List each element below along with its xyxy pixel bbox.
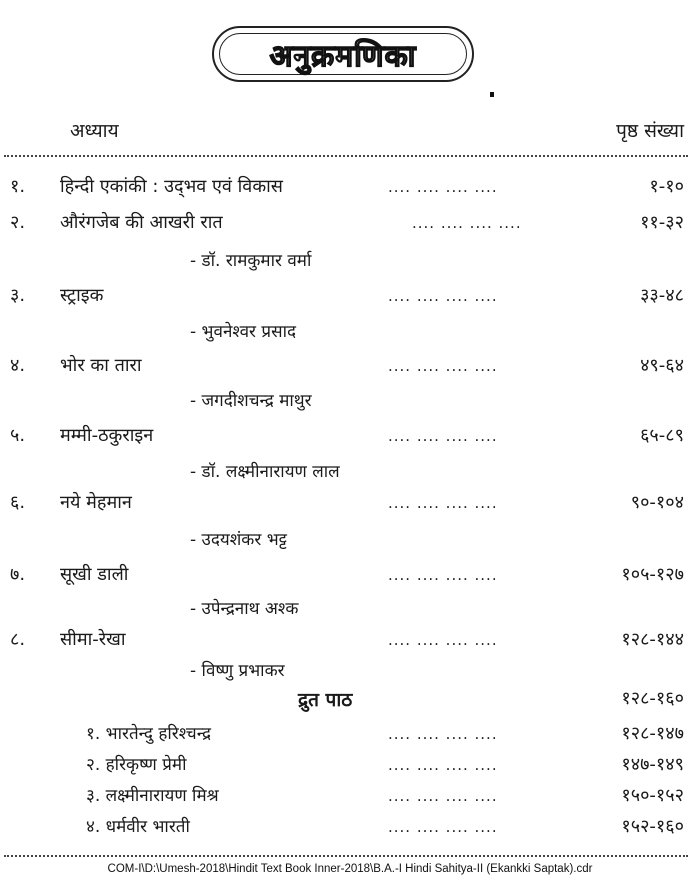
quick-read-item-pages: १५०-१५२: [621, 785, 684, 806]
heading-frame: [212, 26, 474, 82]
toc-entry-6: [0, 490, 700, 520]
quick-read-label: २. हरिकृष्ण प्रेमी: [86, 755, 187, 775]
entry-number: २.: [10, 212, 26, 233]
leader-dots: .... .... .... ....: [388, 631, 498, 649]
entry-pages: ११-३२: [640, 212, 684, 233]
entry-title: सूखी डाली: [60, 564, 129, 585]
toc-entry-8: [0, 627, 700, 657]
leader-dots: .... .... .... ....: [388, 427, 498, 445]
entry-pages: ६५-८९: [640, 425, 684, 446]
leader-dots: .... .... .... ....: [388, 494, 498, 512]
file-path-footer: COM-I\D:\Umesh-2018\Hindit Text Book Inner-2018\B.A.-I Hindi Sahitya-II (Ekankki Saptak).cdr: [107, 863, 593, 875]
quick-read-pages: १२८-१६०: [621, 688, 684, 709]
entry-author: - डॉ. लक्ष्मीनारायण लाल: [190, 462, 340, 482]
entry-author: - डॉ. रामकुमार वर्मा: [190, 251, 312, 271]
entry-number: ८.: [10, 629, 26, 650]
toc-entry-7: [0, 562, 700, 592]
quick-read-item-2: [0, 752, 700, 782]
print-mark: [490, 92, 494, 97]
header-divider: [4, 155, 688, 157]
footer-divider: [4, 855, 688, 857]
leader-dots: .... .... .... ....: [412, 214, 522, 232]
toc-entry-4: [0, 353, 700, 383]
entry-author: - भुवनेश्वर प्रसाद: [190, 322, 297, 342]
quick-read-heading: द्रुत पाठ: [298, 689, 353, 711]
column-headers: [0, 117, 700, 143]
entry-number: ७.: [10, 564, 26, 585]
page-heading: अनुक्रमणिका: [269, 39, 417, 74]
entry-number: ५.: [10, 425, 26, 446]
entry-number: १.: [10, 176, 26, 197]
entry-pages: १-१०: [649, 176, 684, 197]
quick-read-label: ३. लक्ष्मीनारायण मिश्र: [86, 786, 219, 806]
entry-pages: ९०-१०४: [630, 492, 684, 513]
entry-number: ६.: [10, 492, 26, 513]
leader-dots: .... .... .... ....: [388, 178, 498, 196]
leader-dots: .... .... .... ....: [388, 357, 498, 375]
leader-dots: .... .... .... ....: [388, 787, 498, 805]
entry-title: हिन्दी एकांकी : उद्‌भव एवं विकास: [60, 176, 283, 197]
leader-dots: .... .... .... ....: [388, 818, 498, 836]
leader-dots: .... .... .... ....: [388, 566, 498, 584]
entry-pages: १२८-१४४: [621, 629, 684, 650]
entry-author: - उदयशंकर भट्ट: [190, 530, 287, 550]
quick-read-item-3: [0, 783, 700, 813]
entry-pages: १०५-१२७: [621, 564, 684, 585]
quick-read-label: १. भारतेन्दु हरिश्चन्द्र: [86, 724, 212, 744]
page-column-header: पृष्ठ संख्या: [616, 120, 684, 142]
entry-author: - विष्णु प्रभाकर: [190, 661, 285, 681]
leader-dots: .... .... .... ....: [388, 756, 498, 774]
entry-title: औरंगजेब की आखरी रात: [60, 212, 223, 233]
entry-pages: ३३-४८: [640, 285, 684, 306]
quick-read-item-1: [0, 721, 700, 751]
entry-author: - जगदीशचन्द्र माथुर: [190, 391, 312, 411]
toc-entry-2: [0, 210, 700, 240]
entry-title: स्ट्राइक: [60, 285, 104, 306]
entry-author: - उपेन्द्रनाथ अश्क: [190, 599, 299, 619]
entry-title: नये मेहमान: [60, 492, 132, 513]
leader-dots: .... .... .... ....: [388, 725, 498, 743]
quick-read-item-pages: १४७-१४९: [621, 754, 684, 775]
entry-title: सीमा-रेखा: [60, 629, 126, 650]
quick-read-item-pages: १२८-१४७: [621, 723, 684, 744]
entry-pages: ४९-६४: [640, 355, 684, 376]
entry-title: भोर का तारा: [60, 355, 142, 376]
quick-read-label: ४. धर्मवीर भारती: [86, 817, 190, 837]
entry-number: ३.: [10, 285, 26, 306]
entry-title: मम्मी-ठकुराइन: [60, 425, 154, 446]
toc-entry-5: [0, 423, 700, 453]
quick-read-item-4: [0, 814, 700, 844]
leader-dots: .... .... .... ....: [388, 287, 498, 305]
quick-read-item-pages: १५२-१६०: [621, 816, 684, 837]
toc-entry-3: [0, 283, 700, 313]
chapter-column-header: अध्याय: [70, 120, 119, 142]
toc-entry-1: [0, 174, 700, 204]
entry-number: ४.: [10, 355, 26, 376]
